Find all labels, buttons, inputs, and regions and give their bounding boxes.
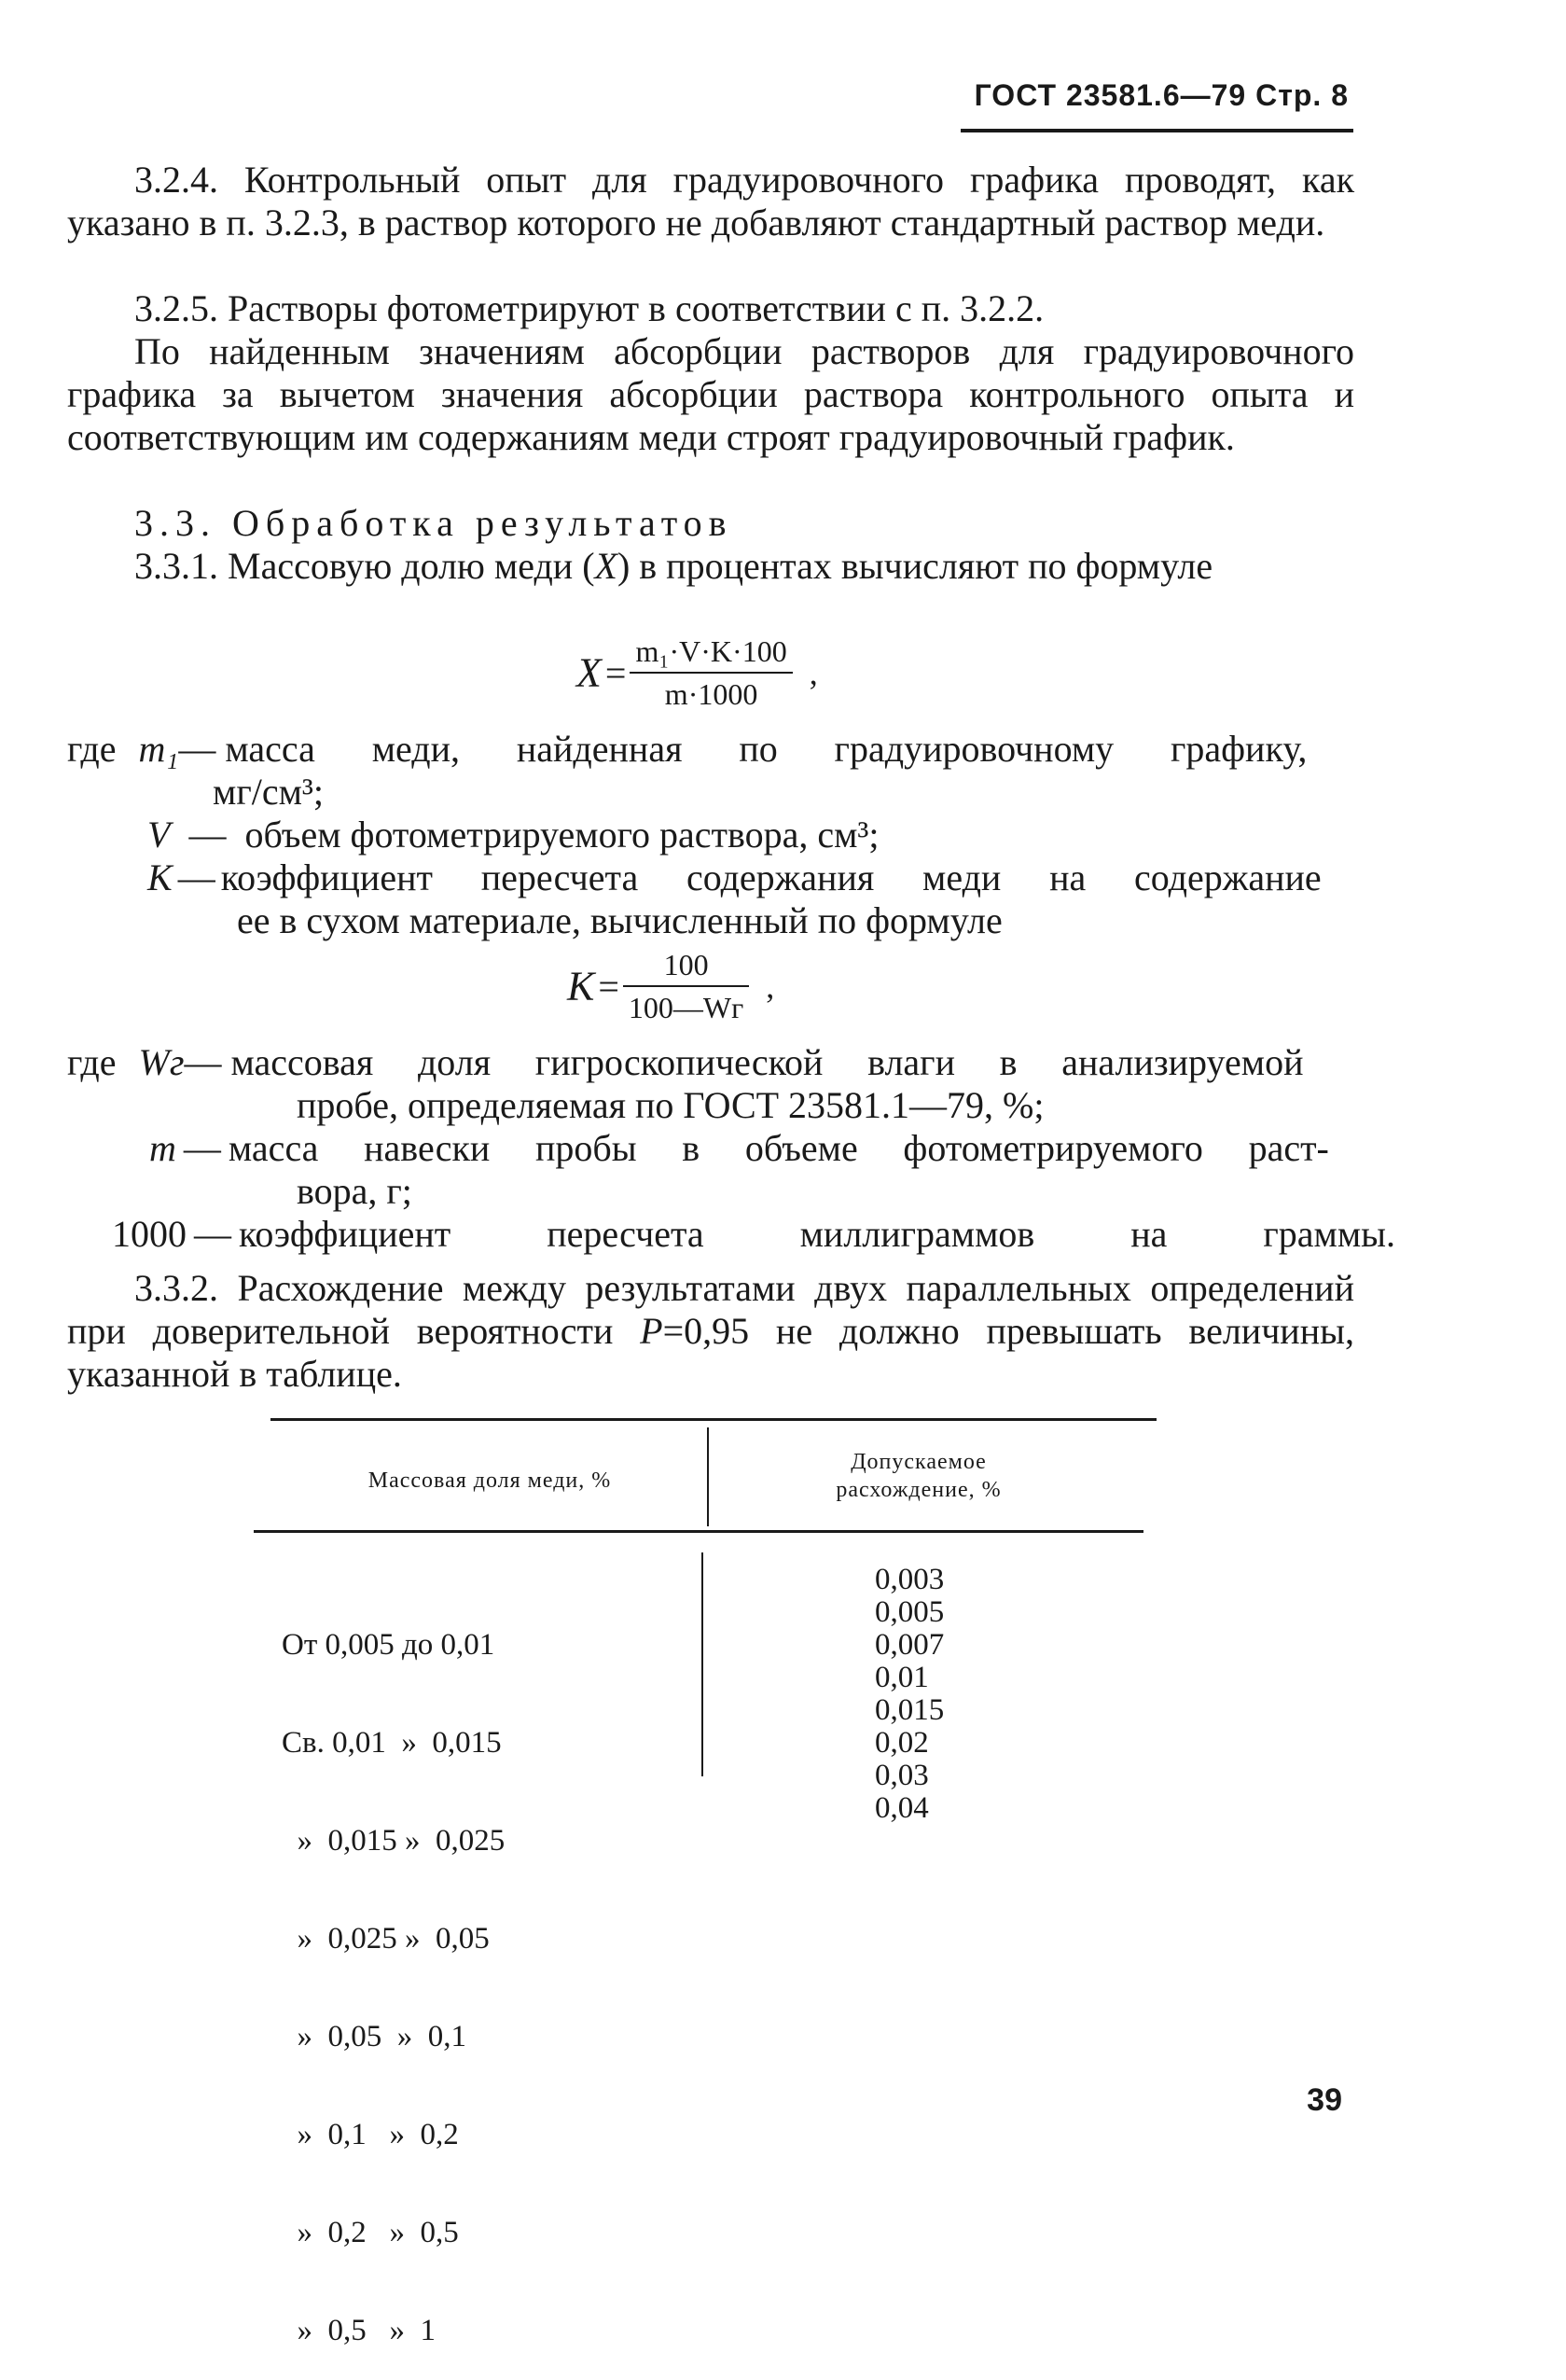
table-cell-value: 0,005 bbox=[875, 1595, 945, 1629]
table-cell-range: » 0,1 » 0,2 bbox=[282, 2118, 459, 2151]
formula-coefficient-k bbox=[567, 946, 774, 1026]
table-cell-range: » 0,05 » 0,1 bbox=[282, 2020, 466, 2053]
paragraph-3-3-2 bbox=[67, 1267, 1354, 1396]
table-column-range bbox=[282, 1564, 505, 2380]
term-text: коэффициент пересчета миллиграммов на граммы. bbox=[239, 1213, 1395, 1255]
running-header: ГОСТ 23581.6—79 Стр. 8 bbox=[974, 78, 1349, 112]
term-m-continuation: вора, г; bbox=[297, 1170, 412, 1212]
term-dash: — bbox=[183, 1127, 221, 1169]
paragraph-3-3-1-text-a: 3.3.1. Массовую долю меди ( bbox=[134, 545, 595, 587]
table-cell-value: 0,003 bbox=[875, 1563, 945, 1596]
table-cell-range: » 0,2 » 0,5 bbox=[282, 2216, 459, 2249]
table-cell-range: » 0,5 » 1 bbox=[282, 2314, 436, 2347]
term-symbol: V bbox=[147, 814, 171, 856]
formula-numerator: 100 bbox=[623, 946, 749, 987]
section-heading-3-3: 3.3. Обработка результатов bbox=[134, 502, 733, 544]
formula-numerator: m₁·V·K·100 bbox=[630, 633, 792, 674]
term-dash: — bbox=[194, 1213, 231, 1255]
term-symbol: m bbox=[149, 1127, 176, 1169]
paragraph-3-3-2-text-b: =0,95 не должно превышать величины, указанной в таблице. bbox=[67, 1310, 1354, 1395]
term-v bbox=[147, 814, 880, 856]
table-top-rule bbox=[270, 1418, 1157, 1421]
table-cell-range: » 0,025 » 0,05 bbox=[282, 1922, 490, 1955]
term-lead: где bbox=[67, 1041, 117, 1083]
term-dash: — bbox=[184, 1041, 222, 1083]
formula-denominator: 100—Wг bbox=[628, 991, 744, 1024]
term-text: объем фотометрируемого раствора, см³; bbox=[244, 814, 880, 856]
table-header-tolerance: Допускаемое расхождение, % bbox=[836, 1450, 1002, 1502]
table-cell-value: 0,007 bbox=[875, 1628, 945, 1662]
term-1000 bbox=[112, 1213, 1395, 1256]
table-cell-range: От 0,005 до 0,01 bbox=[282, 1628, 495, 1662]
formula-equals: = bbox=[598, 965, 619, 1008]
paragraph-3-2-4: 3.2.4. Контрольный опыт для градуировочного графика проводят, как указано в п. 3.2.3, в раствор которого не добавляют стандартный раствор меди. bbox=[67, 159, 1354, 244]
term-text: масса меди, найденная по градуировочному графику, bbox=[225, 728, 1308, 770]
term-symbol: 1000 bbox=[112, 1213, 187, 1255]
term-symbol: K bbox=[147, 856, 173, 898]
paragraph-3-2-5: 3.2.5. Растворы фотометрируют в соответствии с п. 3.2.2. bbox=[134, 287, 1045, 329]
formula-comma: , bbox=[766, 967, 775, 1005]
paragraph-3-3-2-text-a: 3.3.2. Расхождение между результатами двух параллельных определений при доверительной вероятности bbox=[67, 1267, 1354, 1352]
formula-denominator: m·1000 bbox=[664, 677, 758, 711]
table-header-mass-fraction: Массовая доля меди, % bbox=[367, 1468, 612, 1493]
table-header-divider bbox=[707, 1427, 709, 1526]
table-cell-value: 0,015 bbox=[875, 1693, 945, 1727]
term-m bbox=[149, 1127, 1329, 1170]
table-cell-value: 0,03 bbox=[875, 1759, 929, 1792]
table-cell-value: 0,04 bbox=[875, 1791, 929, 1825]
table-cell-value: 0,01 bbox=[875, 1661, 929, 1694]
table-header-rule bbox=[254, 1530, 1143, 1533]
table-cell-range: » 0,015 » 0,025 bbox=[282, 1824, 506, 1858]
term-lead: где bbox=[67, 728, 117, 770]
term-dash: — bbox=[188, 814, 227, 856]
formula-fraction bbox=[630, 633, 792, 713]
term-m1-continuation: мг/см³; bbox=[213, 771, 325, 813]
table-column-tolerance bbox=[875, 1564, 1015, 1825]
variable-p: P bbox=[640, 1310, 663, 1352]
term-text: коэффициент пересчета содержания меди на содержание bbox=[220, 856, 1322, 898]
term-k-continuation: ее в сухом материале, вычисленный по формуле bbox=[237, 899, 1003, 941]
term-dash: — bbox=[177, 856, 215, 898]
table-body-divider bbox=[701, 1552, 703, 1776]
formula-lhs: X bbox=[576, 649, 602, 696]
formula-mass-fraction bbox=[576, 633, 818, 713]
header-rule bbox=[961, 129, 1353, 132]
formula-lhs: K bbox=[567, 963, 595, 1009]
formula-equals: = bbox=[604, 651, 627, 694]
term-wg bbox=[67, 1041, 1303, 1084]
page-number: 39 bbox=[1307, 2082, 1342, 2118]
term-text: массовая доля гигроскопической влаги в анализируемой bbox=[230, 1041, 1304, 1083]
term-wg-continuation: пробе, определяемая по ГОСТ 23581.1—79, %; bbox=[297, 1084, 1045, 1126]
table-cell-range: Св. 0,01 » 0,015 bbox=[282, 1726, 502, 1760]
paragraph-calibration: По найденным значениям абсорбции растворов для градуировочного графика за вычетом значения абсорбции раствора контрольного опыта и соответствующим им содержаниям меди строят градуировочный график. bbox=[67, 330, 1354, 458]
paragraph-3-3-1 bbox=[67, 545, 1354, 588]
term-dash: — bbox=[178, 728, 216, 770]
paragraph-3-3-1-text-b: ) в процентах вычисляют по формуле bbox=[617, 545, 1213, 587]
term-symbol: m₁ bbox=[138, 728, 179, 770]
table-cell-value: 0,02 bbox=[875, 1726, 929, 1760]
formula-comma: , bbox=[809, 654, 818, 691]
term-k bbox=[147, 856, 1322, 899]
term-text: масса навески пробы в объеме фотометрируемого раст- bbox=[228, 1127, 1329, 1169]
formula-fraction bbox=[623, 946, 749, 1026]
variable-x: X bbox=[594, 545, 617, 587]
term-m1 bbox=[67, 728, 1307, 771]
term-symbol: Wг bbox=[138, 1041, 185, 1083]
